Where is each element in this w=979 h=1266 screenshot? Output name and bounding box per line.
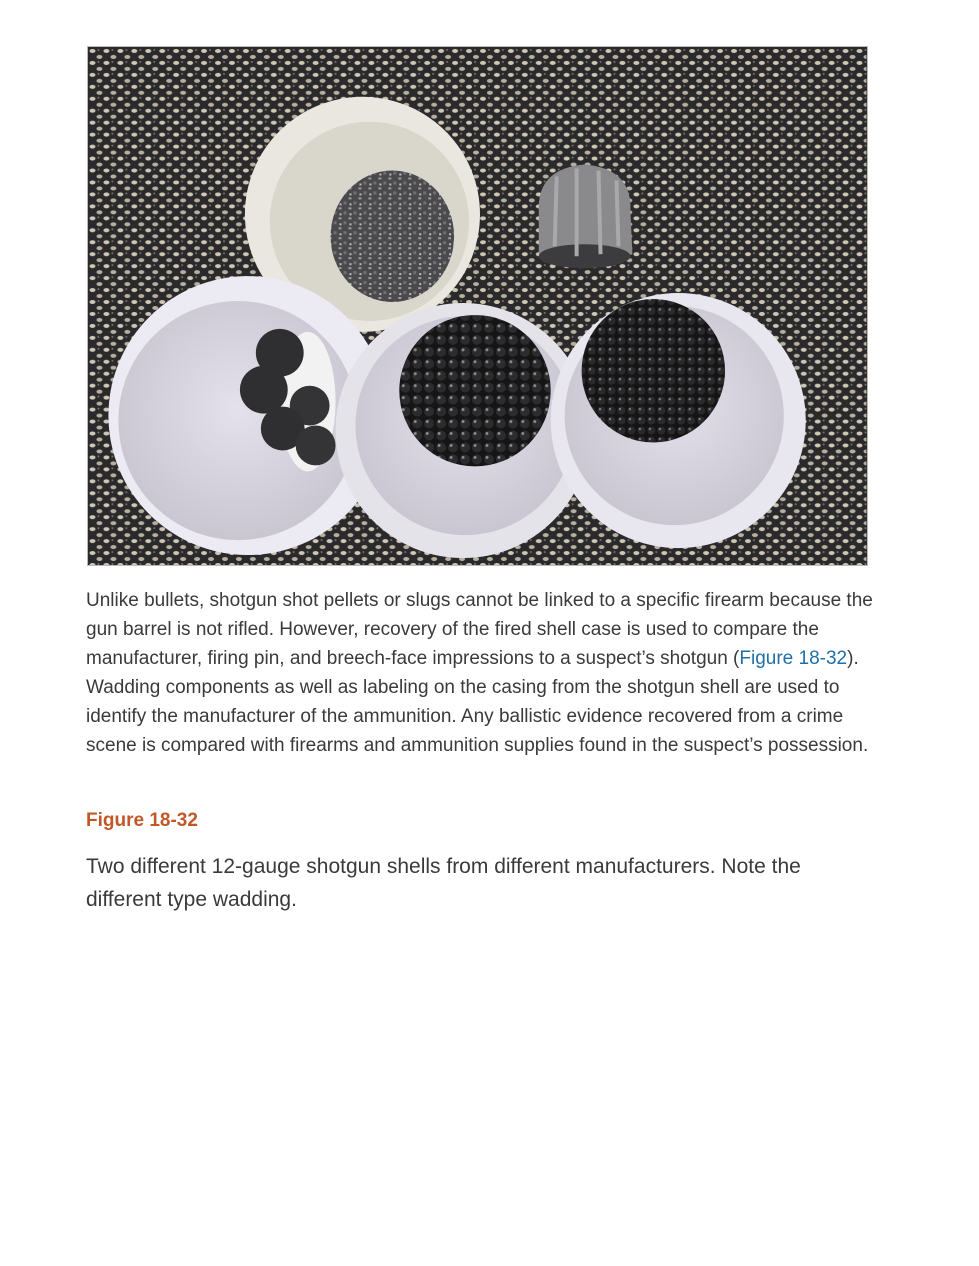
figure-photo <box>87 46 868 566</box>
paragraph-text-after-link: ). Wadding components as well as labeling on the casing from the shotgun shell are used to identify the manufacturer of the ammunition. Any ballistic evidence recovered from a crime scene is compared with firearms and ammunition supplies found in the suspect’s possession. <box>86 648 869 756</box>
figure-caption: Two different 12-gauge shotgun shells from different manufacturers. Note the different type wadding. <box>86 855 801 911</box>
figure-reference-link[interactable]: Figure 18-32 <box>739 648 848 669</box>
body-paragraph <box>86 586 896 760</box>
paragraph-text-before-link: Unlike bullets, shotgun shot pellets or slugs cannot be linked to a specific firearm because the gun barrel is not rifled. However, recovery of the fired shell case is used to compare the manufacturer, firing pin, and breech-face impressions to a suspect’s shotgun ( <box>86 590 873 669</box>
shotgun-shells-photo <box>88 47 867 565</box>
shell-right <box>551 293 806 548</box>
cap-slug <box>539 165 633 269</box>
figure-label: Figure 18-32 <box>86 810 198 831</box>
